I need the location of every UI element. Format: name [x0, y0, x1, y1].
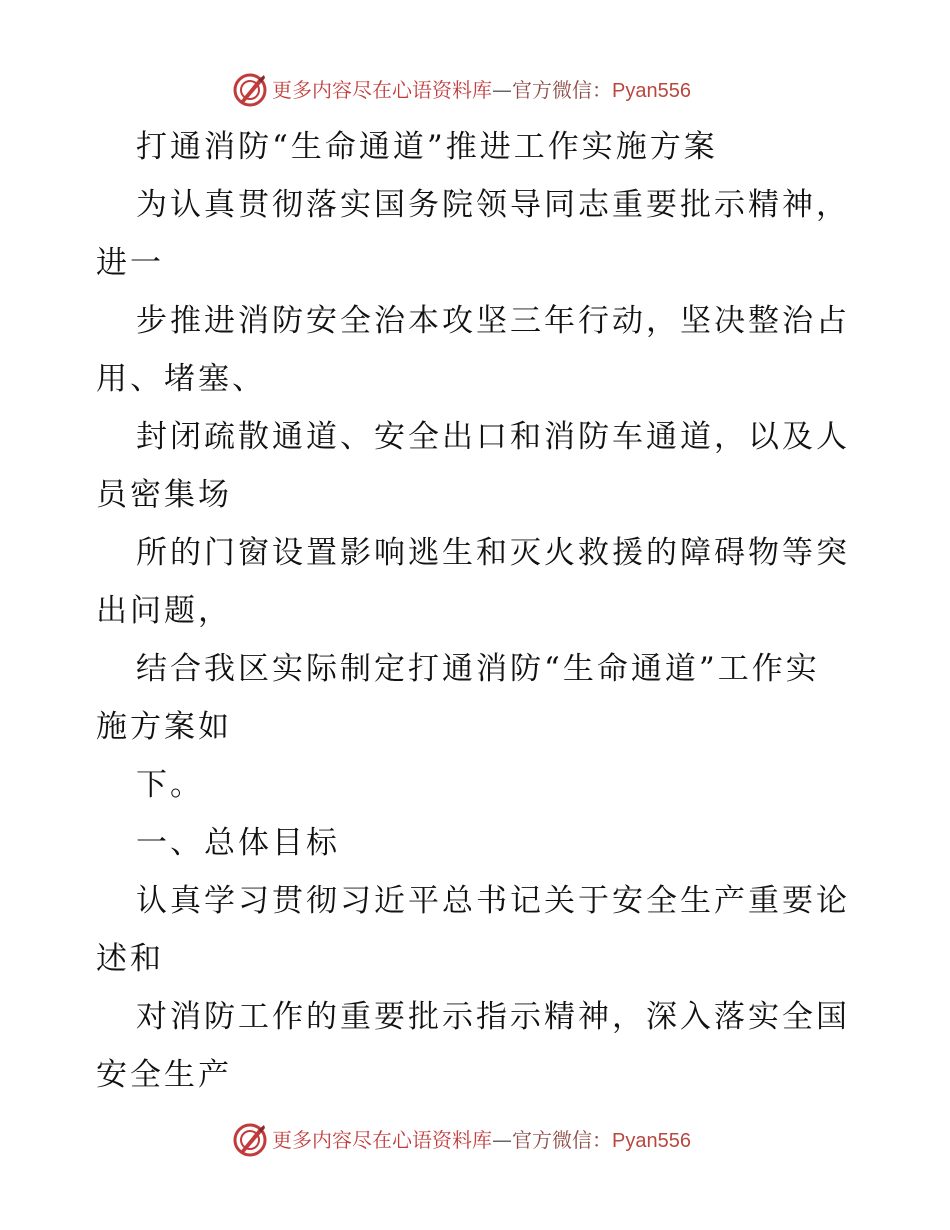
- paragraph-line: 进一: [96, 245, 164, 281]
- banner-separator: —: [492, 78, 512, 102]
- paragraph-line: 结合我区实际制定打通消防“生命通道”工作实: [136, 651, 820, 687]
- banner-wechat-id: Pyan556: [612, 1130, 691, 1152]
- quill-logo-icon: [232, 72, 268, 108]
- paragraph-line: 述和: [96, 941, 164, 977]
- paragraph-line: 员密集场: [96, 477, 232, 513]
- paragraph-line: 步推进消防安全治本攻坚三年行动，坚决整治占: [136, 303, 850, 339]
- paragraph-line: 封闭疏散通道、安全出口和消防车通道，以及人: [136, 419, 850, 455]
- paragraph-line: 出问题，: [96, 593, 232, 629]
- banner-text: [272, 1128, 691, 1153]
- paragraph-line: 所的门窗设置影响逃生和灭火救援的障碍物等突: [136, 535, 850, 571]
- banner-slogan: 更多内容尽在心语资料库: [272, 78, 492, 102]
- paragraph-line: 安全生产: [96, 1057, 232, 1093]
- paragraph-line: 下。: [136, 767, 204, 803]
- banner-wechat-label: 官方微信：: [512, 78, 612, 102]
- banner-separator: —: [492, 1128, 512, 1152]
- quill-logo-icon: [232, 1122, 268, 1158]
- paragraph-line: 对消防工作的重要批示指示精神，深入落实全国: [136, 999, 850, 1035]
- paragraph-line: 为认真贯彻落实国务院领导同志重要批示精神，: [136, 187, 850, 223]
- banner-wechat-id: Pyan556: [612, 80, 691, 102]
- document-title: 打通消防“生命通道”推进工作实施方案: [136, 129, 718, 165]
- banner-slogan: 更多内容尽在心语资料库: [272, 1128, 492, 1152]
- paragraph-line: 用、堵塞、: [96, 361, 266, 397]
- banner-wechat-label: 官方微信：: [512, 1128, 612, 1152]
- section-heading: 一、总体目标: [136, 825, 340, 861]
- footer-banner: [0, 1120, 950, 1160]
- banner-text: [272, 78, 691, 103]
- paragraph-line: 认真学习贯彻习近平总书记关于安全生产重要论: [136, 883, 850, 919]
- paragraph-line: 施方案如: [96, 709, 232, 745]
- header-banner: [0, 70, 950, 110]
